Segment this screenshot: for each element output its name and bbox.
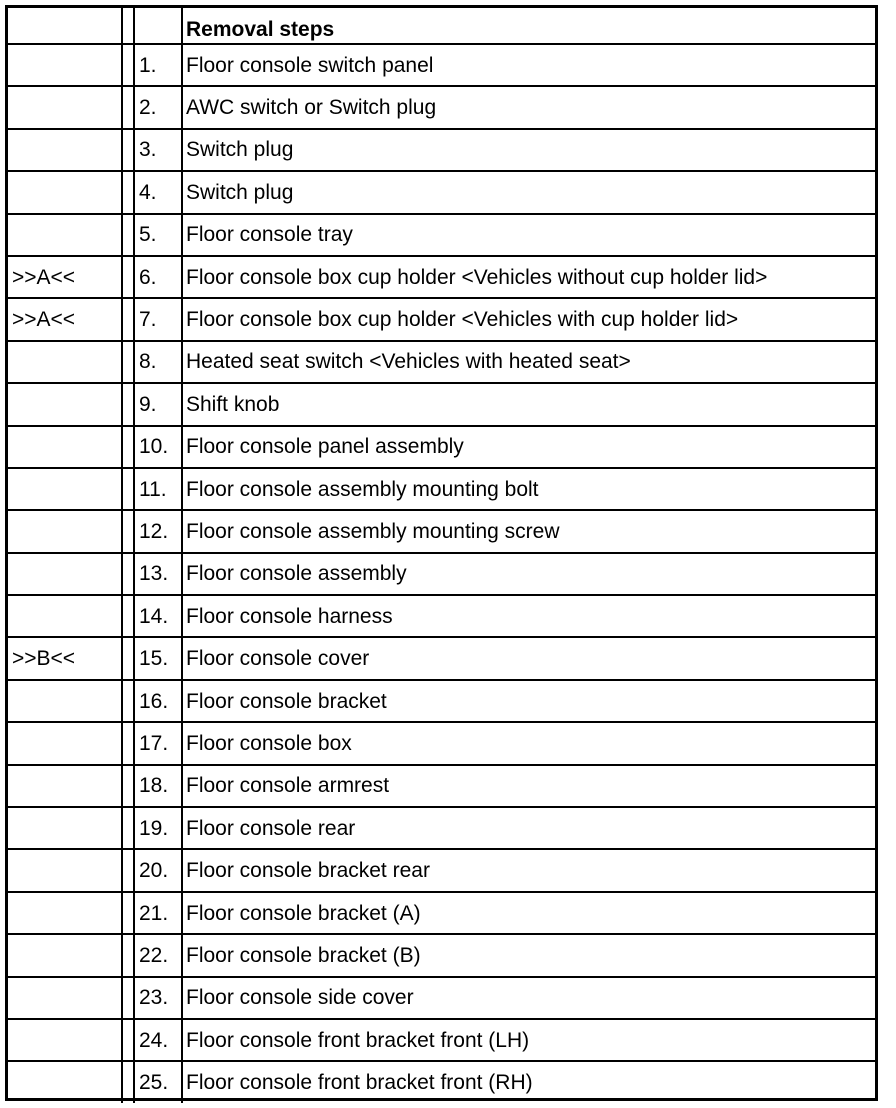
step-gap-cell — [122, 637, 134, 679]
step-ref-cell — [8, 86, 122, 128]
step-text: Floor console rear — [186, 816, 356, 840]
step-number: 19. — [139, 816, 169, 840]
step-ref-cell — [8, 510, 122, 552]
step-number: 9. — [139, 392, 157, 416]
step-number-cell — [134, 595, 182, 637]
step-number-cell — [134, 129, 182, 171]
step-number-cell — [134, 1061, 182, 1102]
step-ref-cell — [8, 426, 122, 468]
table-row — [8, 298, 875, 340]
step-text: Floor console assembly mounting bolt — [186, 477, 539, 501]
step-number-cell — [134, 426, 182, 468]
step-ref-cell — [8, 1061, 122, 1102]
step-ref-cell — [8, 849, 122, 891]
step-text-cell — [182, 298, 875, 340]
step-text-cell — [182, 595, 875, 637]
step-gap-cell — [122, 722, 134, 764]
step-text: Floor console front bracket front (LH) — [186, 1028, 530, 1052]
step-text: Floor console panel assembly — [186, 435, 464, 459]
table-row — [8, 849, 875, 891]
step-text: Switch plug — [186, 180, 294, 204]
step-number-cell — [134, 468, 182, 510]
step-gap-cell — [122, 849, 134, 891]
step-text-cell — [182, 807, 875, 849]
table-row — [8, 637, 875, 679]
header-ref-cell — [8, 8, 122, 44]
step-ref-cell — [8, 807, 122, 849]
table-row — [8, 807, 875, 849]
step-number: 2. — [139, 96, 157, 120]
step-number-cell — [134, 722, 182, 764]
table-row — [8, 171, 875, 213]
table-row — [8, 44, 875, 86]
step-text: Floor console assembly — [186, 562, 407, 586]
step-number-cell — [134, 86, 182, 128]
step-number-cell — [134, 849, 182, 891]
step-ref-cell — [8, 637, 122, 679]
step-ref-cell — [8, 765, 122, 807]
step-number: 4. — [139, 180, 157, 204]
step-text-cell — [182, 341, 875, 383]
step-number-cell — [134, 807, 182, 849]
step-ref-cell — [8, 341, 122, 383]
step-number: 14. — [139, 604, 169, 628]
step-text-cell — [182, 892, 875, 934]
step-text: Floor console front bracket front (RH) — [186, 1071, 533, 1095]
step-gap-cell — [122, 383, 134, 425]
header-title-cell — [182, 8, 875, 44]
step-text: Floor console cover — [186, 647, 370, 671]
step-text-cell — [182, 1019, 875, 1061]
step-text: Floor console side cover — [186, 986, 414, 1010]
step-text-cell — [182, 1061, 875, 1102]
step-number-cell — [134, 553, 182, 595]
table-row — [8, 722, 875, 764]
step-text-cell — [182, 426, 875, 468]
step-text: Floor console switch panel — [186, 53, 434, 77]
step-gap-cell — [122, 86, 134, 128]
step-number: 18. — [139, 774, 169, 798]
step-gap-cell — [122, 1019, 134, 1061]
table-row — [8, 129, 875, 171]
step-gap-cell — [122, 256, 134, 298]
step-gap-cell — [122, 468, 134, 510]
step-number: 13. — [139, 562, 169, 586]
step-gap-cell — [122, 214, 134, 256]
step-ref-cell — [8, 680, 122, 722]
step-text: AWC switch or Switch plug — [186, 96, 437, 120]
table-row — [8, 934, 875, 976]
step-text: Floor console tray — [186, 223, 353, 247]
step-text-cell — [182, 214, 875, 256]
step-ref-label: >>B<< — [12, 647, 76, 671]
step-text: Floor console box — [186, 731, 352, 755]
step-gap-cell — [122, 595, 134, 637]
step-number: 16. — [139, 689, 169, 713]
table-row — [8, 256, 875, 298]
step-text: Heated seat switch <Vehicles with heated seat> — [186, 350, 631, 374]
step-text-cell — [182, 722, 875, 764]
step-text: Floor console assembly mounting screw — [186, 519, 560, 543]
step-number-cell — [134, 934, 182, 976]
step-ref-cell — [8, 468, 122, 510]
table-row — [8, 1019, 875, 1061]
step-ref-cell — [8, 892, 122, 934]
step-number-cell — [134, 510, 182, 552]
step-number-cell — [134, 1019, 182, 1061]
table-row — [8, 383, 875, 425]
step-number: 3. — [139, 138, 157, 162]
step-number-cell — [134, 637, 182, 679]
step-ref-cell — [8, 595, 122, 637]
table-title: Removal steps — [186, 18, 335, 41]
step-ref-cell — [8, 722, 122, 764]
table-row — [8, 468, 875, 510]
step-text: Floor console bracket (B) — [186, 943, 421, 967]
step-text-cell — [182, 977, 875, 1019]
step-number: 12. — [139, 519, 169, 543]
step-text-cell — [182, 86, 875, 128]
step-ref-cell — [8, 298, 122, 340]
header-gap-cell — [122, 8, 134, 44]
step-text: Floor console bracket — [186, 689, 387, 713]
step-gap-cell — [122, 765, 134, 807]
step-gap-cell — [122, 341, 134, 383]
step-text-cell — [182, 637, 875, 679]
step-text-cell — [182, 765, 875, 807]
step-number: 25. — [139, 1071, 169, 1095]
table-row — [8, 214, 875, 256]
table-row — [8, 765, 875, 807]
header-num-cell — [134, 8, 182, 44]
step-gap-cell — [122, 171, 134, 213]
step-ref-label: >>A<< — [12, 308, 76, 332]
step-gap-cell — [122, 44, 134, 86]
step-text: Switch plug — [186, 138, 294, 162]
table-row — [8, 892, 875, 934]
step-text: Floor console box cup holder <Vehicles without cup holder lid> — [186, 265, 768, 289]
removal-steps-sheet — [5, 5, 878, 1101]
step-number-cell — [134, 256, 182, 298]
table-row — [8, 1061, 875, 1102]
step-ref-cell — [8, 934, 122, 976]
step-number: 6. — [139, 265, 157, 289]
step-number-cell — [134, 977, 182, 1019]
step-ref-label: >>A<< — [12, 265, 76, 289]
step-ref-cell — [8, 214, 122, 256]
step-text-cell — [182, 171, 875, 213]
step-number: 11. — [139, 477, 167, 501]
step-ref-cell — [8, 129, 122, 171]
step-ref-cell — [8, 553, 122, 595]
step-number-cell — [134, 44, 182, 86]
step-gap-cell — [122, 298, 134, 340]
removal-steps-table — [8, 8, 875, 1103]
step-text-cell — [182, 468, 875, 510]
table-header-row — [8, 8, 875, 44]
step-ref-cell — [8, 171, 122, 213]
step-number-cell — [134, 765, 182, 807]
step-number-cell — [134, 214, 182, 256]
step-number: 23. — [139, 986, 169, 1010]
step-number: 24. — [139, 1028, 169, 1052]
step-gap-cell — [122, 1061, 134, 1102]
step-number-cell — [134, 892, 182, 934]
step-text: Floor console bracket (A) — [186, 901, 421, 925]
step-number: 22. — [139, 943, 169, 967]
table-row — [8, 595, 875, 637]
step-text-cell — [182, 553, 875, 595]
step-gap-cell — [122, 680, 134, 722]
step-gap-cell — [122, 807, 134, 849]
step-number-cell — [134, 680, 182, 722]
step-text-cell — [182, 849, 875, 891]
step-number-cell — [134, 341, 182, 383]
step-number: 15. — [139, 647, 169, 671]
step-text-cell — [182, 934, 875, 976]
step-number: 17. — [139, 731, 169, 755]
step-ref-cell — [8, 44, 122, 86]
step-text: Floor console box cup holder <Vehicles with cup holder lid> — [186, 308, 739, 332]
step-text-cell — [182, 44, 875, 86]
step-gap-cell — [122, 934, 134, 976]
step-gap-cell — [122, 553, 134, 595]
step-number-cell — [134, 171, 182, 213]
step-number: 7. — [139, 308, 157, 332]
step-gap-cell — [122, 426, 134, 468]
table-row — [8, 553, 875, 595]
step-gap-cell — [122, 977, 134, 1019]
step-ref-cell — [8, 383, 122, 425]
step-text-cell — [182, 129, 875, 171]
table-row — [8, 86, 875, 128]
step-number: 5. — [139, 223, 157, 247]
table-row — [8, 680, 875, 722]
step-ref-cell — [8, 977, 122, 1019]
step-gap-cell — [122, 892, 134, 934]
step-number: 10. — [139, 435, 169, 459]
step-text-cell — [182, 256, 875, 298]
step-number-cell — [134, 383, 182, 425]
step-text-cell — [182, 383, 875, 425]
step-number: 8. — [139, 350, 157, 374]
table-row — [8, 977, 875, 1019]
table-row — [8, 341, 875, 383]
table-row — [8, 426, 875, 468]
table-row — [8, 510, 875, 552]
step-text: Floor console harness — [186, 604, 393, 628]
step-ref-cell — [8, 1019, 122, 1061]
step-text-cell — [182, 680, 875, 722]
step-number-cell — [134, 298, 182, 340]
step-ref-cell — [8, 256, 122, 298]
step-gap-cell — [122, 510, 134, 552]
step-text: Shift knob — [186, 392, 280, 416]
step-text: Floor console bracket rear — [186, 859, 430, 883]
step-text: Floor console armrest — [186, 774, 390, 798]
step-number: 20. — [139, 859, 169, 883]
step-gap-cell — [122, 129, 134, 171]
step-number: 21. — [139, 901, 169, 925]
step-text-cell — [182, 510, 875, 552]
step-number: 1. — [139, 53, 157, 77]
